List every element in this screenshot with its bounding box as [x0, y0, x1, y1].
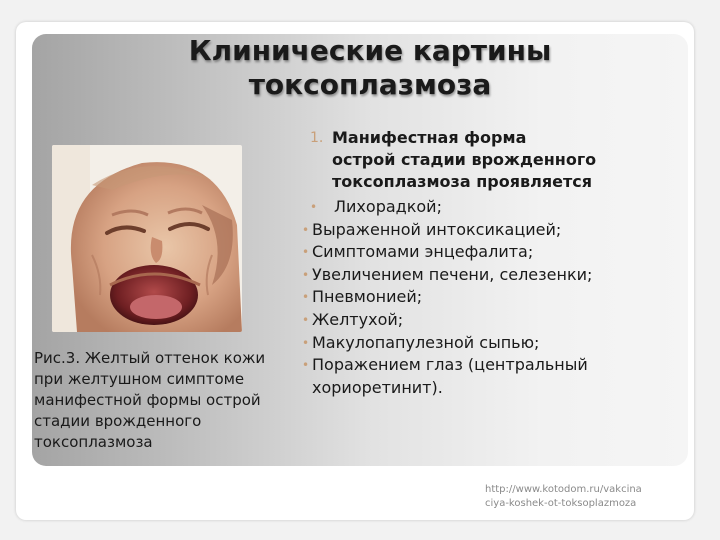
lead-line-2: острой стадии врожденного: [332, 150, 597, 169]
list-item-text: Пневмонией;: [312, 287, 423, 307]
list-item: [300, 354, 700, 377]
bullet-icon: •: [302, 267, 310, 282]
list-item-text: Симптомами энцефалита;: [312, 242, 534, 262]
caption-line-3: манифестной формы острой: [34, 391, 261, 409]
list-item-text: Макулопапулезной сыпью;: [312, 332, 540, 352]
bullet-icon: •: [302, 245, 310, 260]
caption-line-2: при желтушном симптоме: [34, 370, 245, 388]
lead-numbered-item: [310, 127, 680, 193]
list-item-text: Выраженной интоксикацией;: [312, 219, 562, 239]
list-item-text: хориоретинит).: [312, 377, 443, 397]
bullet-icon: •: [310, 200, 318, 214]
crying-newborn-photo: [52, 145, 242, 332]
bullet-icon: •: [302, 312, 310, 327]
list-item-text: Поражением глаз (центральный: [312, 355, 588, 375]
list-item-continuation: [300, 377, 700, 400]
symptom-list: [300, 196, 700, 399]
list-item: [300, 264, 700, 287]
list-item-text: Лихорадкой;: [334, 197, 442, 216]
list-item: [300, 219, 700, 242]
bullet-icon: •: [302, 335, 310, 350]
slide-title: [150, 34, 590, 102]
lead-line-3: токсоплазмоза проявляется: [332, 172, 592, 191]
slide-title-line-1: Клинические картины: [188, 34, 552, 67]
bullet-icon: •: [302, 290, 310, 305]
figure-caption: [34, 348, 296, 453]
list-item: [300, 196, 700, 219]
bullet-icon: •: [302, 222, 310, 237]
lead-number: 1.: [310, 130, 324, 146]
caption-line-1: Рис.3. Желтый оттенок кожи: [34, 349, 266, 367]
list-item-text: Желтухой;: [312, 309, 404, 329]
lead-line-1: Манифестная форма: [332, 128, 527, 147]
list-item: [300, 241, 700, 264]
list-item: [300, 332, 700, 355]
source-url: [485, 483, 685, 511]
slide-title-line-2: токсоплазмоза: [248, 68, 492, 101]
source-url-line-1: http://www.kotodom.ru/vakcina: [485, 484, 642, 495]
list-item: [300, 286, 700, 309]
source-url-line-2: ciya-koshek-ot-toksoplazmoza: [485, 498, 637, 509]
caption-line-5: токсоплазмоза: [34, 433, 153, 451]
bullet-icon: •: [302, 358, 310, 373]
list-item: [300, 309, 700, 332]
list-item-text: Увеличением печени, селезенки;: [312, 264, 593, 284]
crying-newborn-illustration: [52, 145, 242, 332]
caption-line-4: стадии врожденного: [34, 412, 202, 430]
